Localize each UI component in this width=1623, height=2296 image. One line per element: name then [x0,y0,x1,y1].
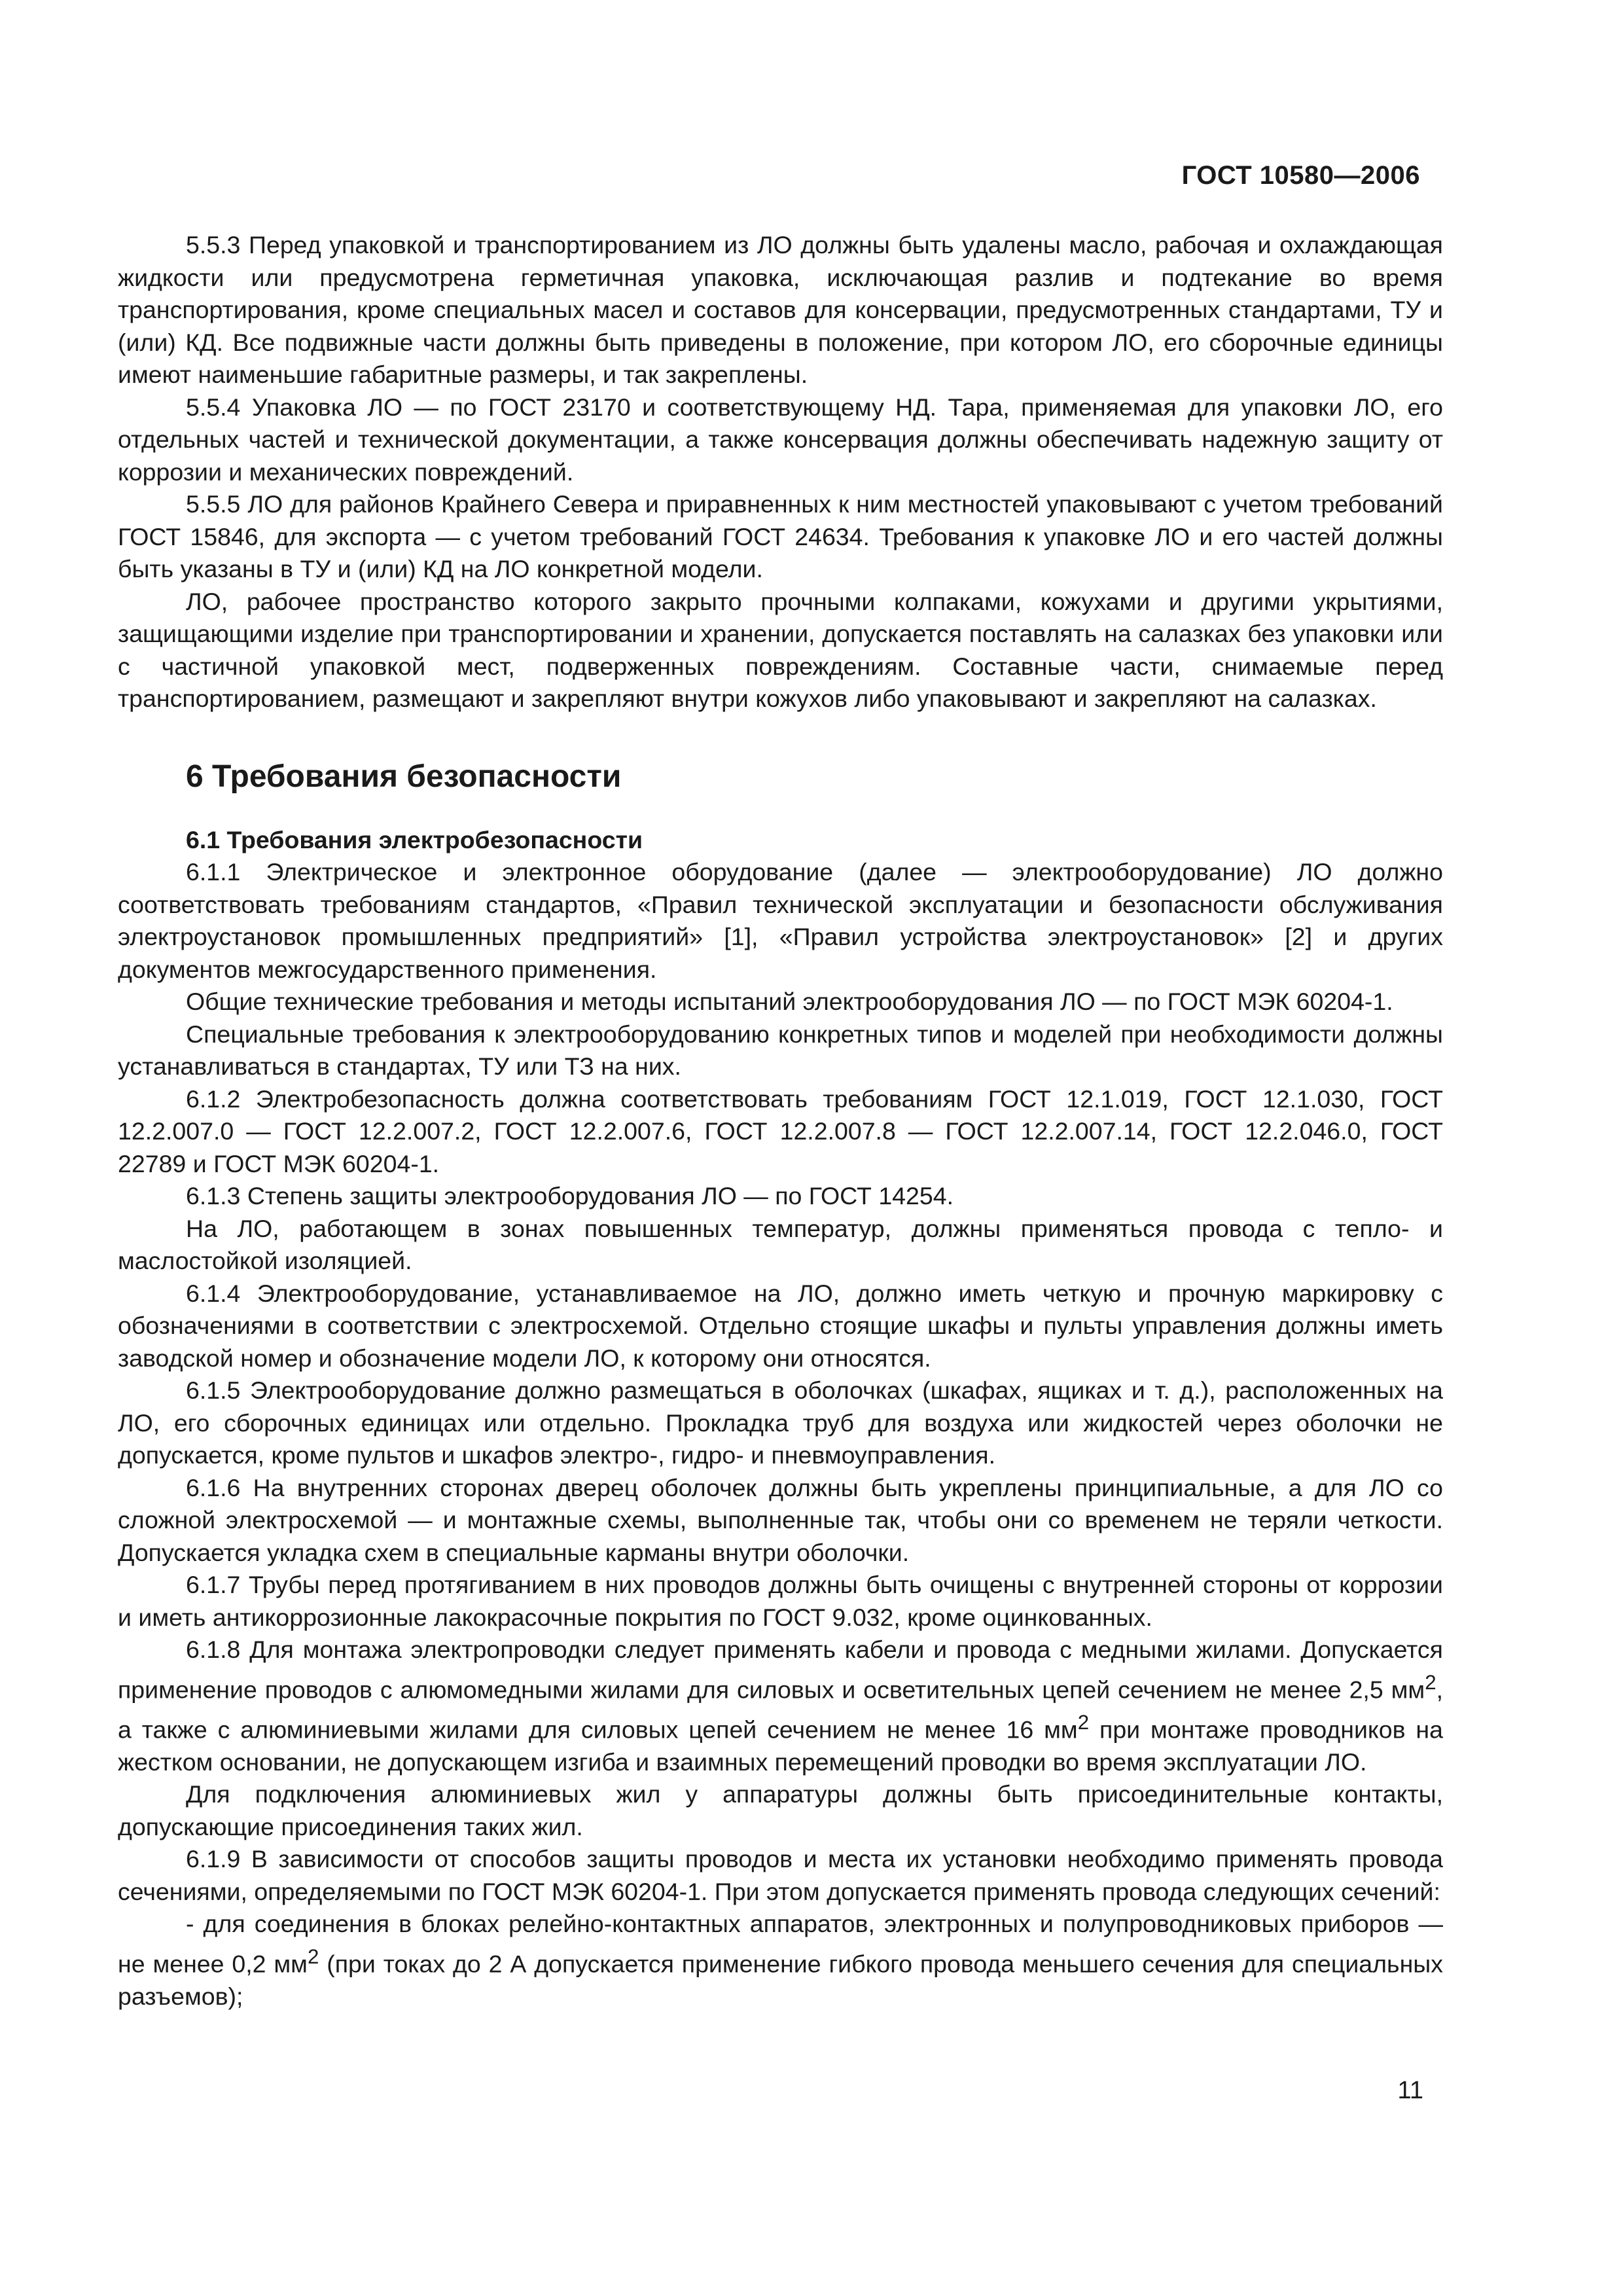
paragraph-6-1-6: 6.1.6 На внутренних сторонах дверец оболочек должны быть укреплены принципиальные, а для ЛО со сложной электросхемой — и монтажные схемы, выполненные так, чтобы они со временем не теряли четкости. Допускается укладка схем в специальные карманы внутри оболочки. [118,1473,1443,1566]
paragraph-5-5-3: 5.5.3 Перед упаковкой и транспортированием из ЛО должны быть удалены масло, рабочая и охлаждающая жидкости или предусмотрена герметичная упаковка, исключающая разлив и подтекание во время транспортирования, кроме специальных масел и составов для консервации, предусмотренных стандартами, ТУ и (или) КД. Все подвижные части должны быть приведены в положение, при котором ЛО, его сборочные единицы имеют наименьшие габаритные размеры, и так закреплены. [118,231,1443,388]
superscript: 2 [1425,1670,1436,1694]
text-segment: 6.1.8 Для монтажа электропроводки следует применять кабели и провода с медными жилами. Допускается применение проводов с алюмомедными жилами для силовых и осветительных цепей сечением не менее 2,5 мм [118,1636,1443,1703]
paragraph-6-1-7: 6.1.7 Трубы перед протягиванием в них проводов должны быть очищены с внутренней стороны от коррозии и иметь антикоррозионные лакокрасочные покрытия по ГОСТ 9.032, кроме оцинкованных. [118,1571,1443,1631]
paragraph-6-1-9: 6.1.9 В зависимости от способов защиты проводов и места их установки необходимо применять провода сечениями, определяемыми по ГОСТ МЭК 60204-1. При этом допускается применять провода следующих сечений: [118,1845,1443,1905]
paragraph-6-1-3: 6.1.3 Степень защиты электрооборудования ЛО — по ГОСТ 14254. [186,1182,954,1210]
paragraph-6-1-1: 6.1.1 Электрическое и электронное оборудование (далее — электрооборудование) ЛО должно соответствовать требованиям стандартов, «Правил технической эксплуатации и безопасности обслуживания электроустановок промышленных предприятий» [1], «Правил устройства электроустановок» [2] и других документов межгосударственного применения. [118,858,1443,983]
superscript: 2 [1077,1710,1090,1734]
section-title: 6 Требования безопасности [186,759,622,794]
paragraph-general-requirements: Общие технические требования и методы испытаний электрооборудования ЛО — по ГОСТ МЭК 60204-1. [186,988,1393,1015]
list-item-relay-blocks [118,1908,1443,2013]
paragraph-high-temperature: На ЛО, работающем в зонах повышенных температур, должны применяться провода с тепло- и маслостойкой изоляцией. [118,1214,1443,1274]
subsection-title: 6.1 Требования электробезопасности [186,825,643,853]
page-number: 11 [1397,2077,1423,2104]
text-segment: (при токах до 2 А допускается применение гибкого провода меньшего сечения для специальных разъемов); [118,1950,1443,2010]
document-body [118,229,1443,2013]
text-segment: , а также с алюминиевыми жилами для силовых цепей сечением не менее 16 мм [118,1676,1443,1743]
paragraph-aluminium-contacts: Для подключения алюминиевых жил у аппаратуры должны быть присоединительные контакты, допускающие присоединения таких жил. [118,1780,1443,1840]
text-segment: - для соединения в блоках релейно-контактных аппаратов, электронных и полупроводниковых приборов — не менее 0,2 мм [118,1910,1443,1977]
paragraph-6-1-4: 6.1.4 Электрооборудование, устанавливаемое на ЛО, должно иметь четкую и прочную маркировку с обозначениями в соответствии с электросхемой. Отдельно стоящие шкафы и пульты управления должны иметь заводской номер и обозначение модели ЛО, к которому они относятся. [118,1279,1443,1372]
paragraph-5-5-5-continued: ЛО, рабочее пространство которого закрыто прочными колпаками, кожухами и другими укрытиями, защищающими изделие при транспортировании и хранении, допускается поставлять на салазках без упаковки или с частичной упаковкой мест, подверженных повреждениям. Составные части, снимаемые перед транспортированием, размещают и закрепляют внутри кожухов либо упаковывают и закрепляют на салазках. [118,587,1443,712]
paragraph-5-5-5: 5.5.5 ЛО для районов Крайнего Севера и приравненных к ним местностей упаковывают с учетом требований ГОСТ 15846, для экспорта — с учетом требований ГОСТ 24634. Требования к упаковке ЛО и его частей должны быть указаны в ТУ и (или) КД на ЛО конкретной модели. [118,490,1443,583]
superscript: 2 [307,1945,319,1968]
paragraph-6-1-8 [118,1634,1443,1778]
paragraph-6-1-5: 6.1.5 Электрооборудование должно размещаться в оболочках (шкафах, ящиках и т. д.), расположенных на ЛО, его сборочных единицах или отдельно. Прокладка труб для воздуха или жидкостей через оболочки не допускается, кроме пультов и шкафов электро-, гидро- и пневмоуправления. [118,1376,1443,1469]
paragraph-5-5-4: 5.5.4 Упаковка ЛО — по ГОСТ 23170 и соответствующему НД. Тара, применяемая для упаковки ЛО, его отдельных частей и технической документации, а также консервация должны обеспечивать надежную защиту от коррозии и механических повреждений. [118,393,1443,486]
paragraph-special-requirements: Специальные требования к электрооборудованию конкретных типов и моделей при необходимости должны устанавливаться в стандартах, ТУ или ТЗ на них. [118,1020,1443,1080]
text-segment: при монтаже проводников на жестком основании, не допускающем изгиба и взаимных перемещений проводки во время эксплуатации ЛО. [118,1715,1443,1776]
paragraph-6-1-2: 6.1.2 Электробезопасность должна соответствовать требованиям ГОСТ 12.1.019, ГОСТ 12.1.030, ГОСТ 12.2.007.0 — ГОСТ 12.2.007.2, ГОСТ 12.2.007.6, ГОСТ 12.2.007.8 — ГОСТ 12.2.007.14, ГОСТ 12.2.046.0, ГОСТ 22789 и ГОСТ МЭК 60204-1. [118,1085,1443,1177]
document-code-header: ГОСТ 10580—2006 [1181,161,1420,190]
